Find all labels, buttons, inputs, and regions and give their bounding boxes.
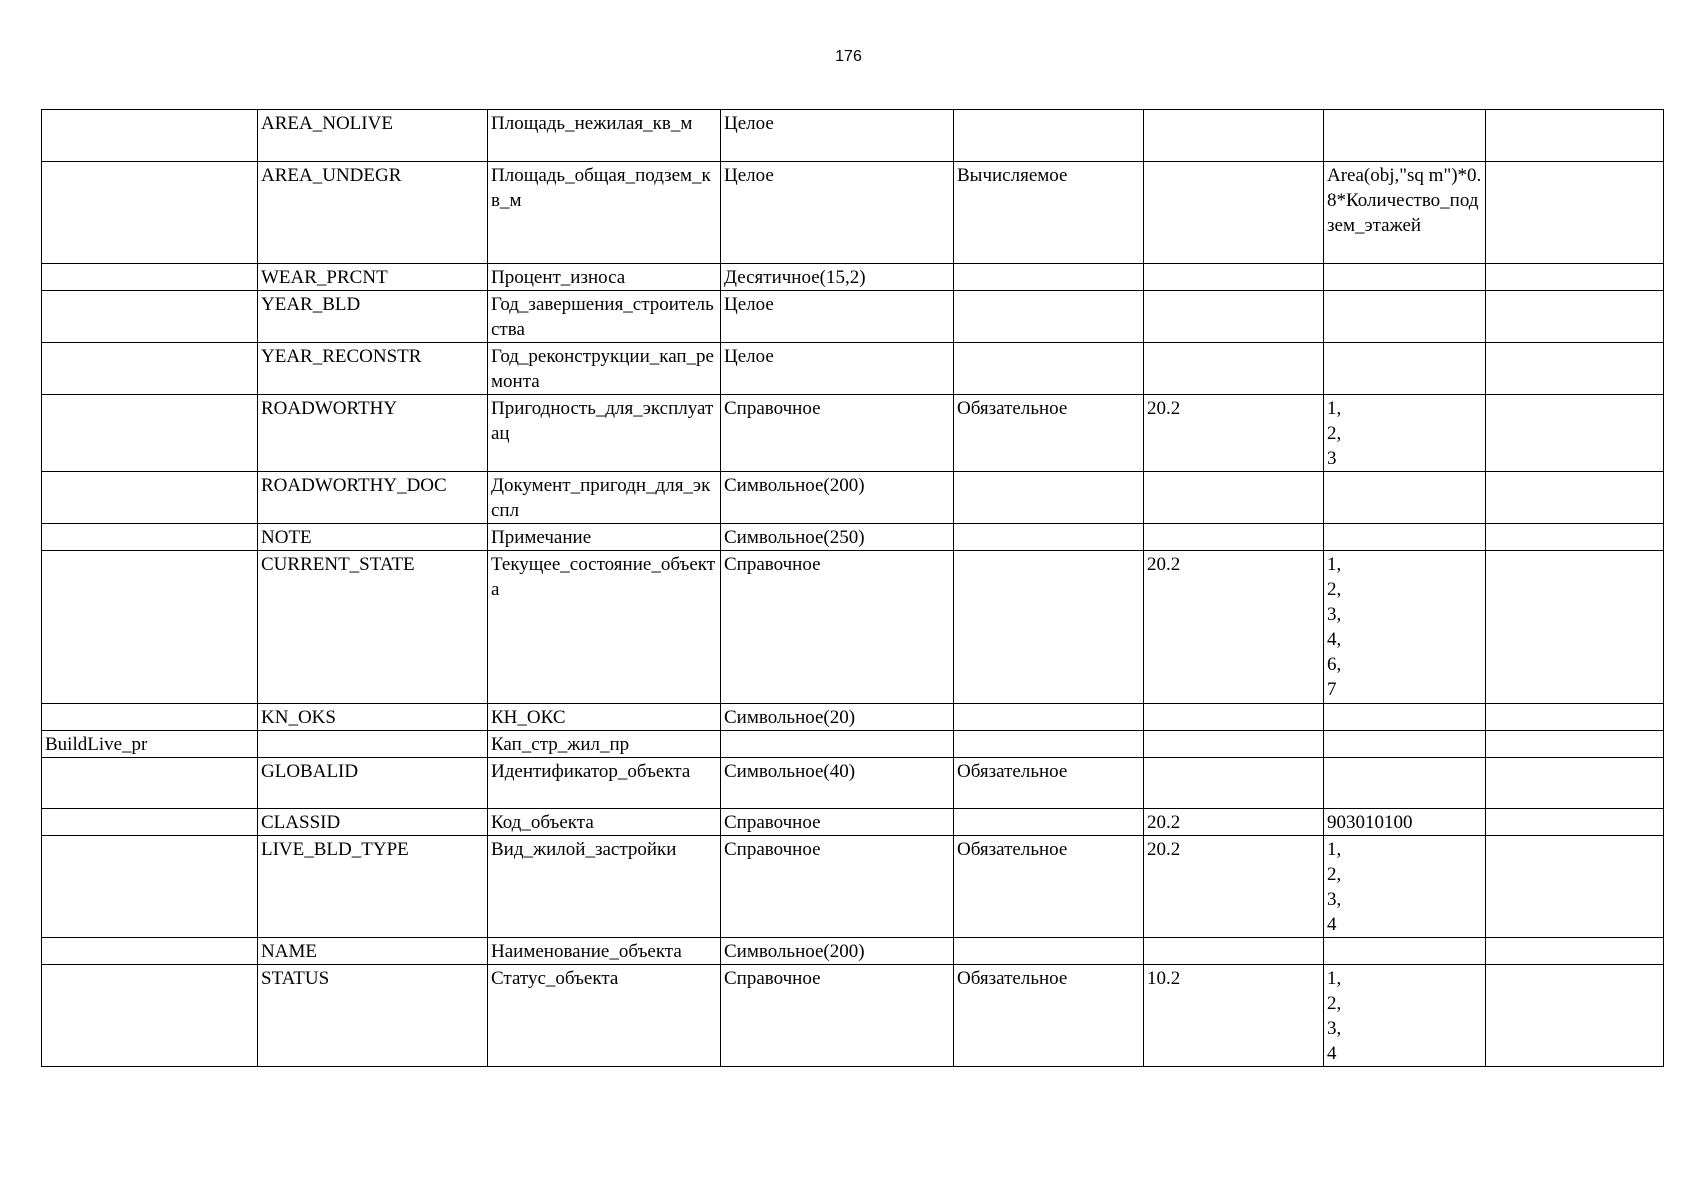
layer-cell	[42, 836, 258, 938]
cell-text: Кап_стр_жил_пр	[491, 734, 630, 755]
cell-text: 903010100	[1327, 812, 1413, 833]
table-row	[42, 395, 1664, 472]
cell-text: 1, 2, 3, 4	[1327, 968, 1342, 1064]
alias-cell	[488, 264, 721, 291]
cell-text: YEAR_RECONSTR	[261, 346, 422, 367]
cell-text: Площадь_нежилая_кв_м	[491, 113, 693, 134]
requirement-cell	[954, 809, 1144, 836]
alias-cell	[488, 704, 721, 731]
values-cell	[1324, 809, 1486, 836]
field-name-cell	[258, 291, 488, 343]
table-row	[42, 809, 1664, 836]
cell-text: Документ_пригодн_для_экспл	[491, 475, 711, 521]
alias-cell	[488, 809, 721, 836]
layer-cell	[42, 551, 258, 704]
field-name-cell	[258, 758, 488, 809]
cell-text: ROADWORTHY	[261, 398, 398, 419]
table-row	[42, 264, 1664, 291]
table-row	[42, 551, 1664, 704]
reference-cell	[1144, 291, 1324, 343]
field-name-cell	[258, 110, 488, 162]
type-cell	[721, 162, 954, 264]
cell-text: Символьное(250)	[724, 527, 865, 548]
cell-text: Вычисляемое	[957, 165, 1068, 186]
cell-text: Вид_жилой_застройки	[491, 839, 677, 860]
alias-cell	[488, 395, 721, 472]
cell-text: 20.2	[1147, 812, 1181, 833]
cell-text: Код_объекта	[491, 812, 594, 833]
cell-text: Год_завершения_строительства	[491, 294, 714, 340]
cell-text: Процент_износа	[491, 267, 626, 288]
table-row	[42, 472, 1664, 524]
alias-cell	[488, 551, 721, 704]
cell-text: Пригодность_для_эксплуатац	[491, 398, 714, 444]
cell-text: CURRENT_STATE	[261, 554, 415, 575]
cell-text: Символьное(40)	[724, 761, 856, 782]
field-name-cell	[258, 162, 488, 264]
values-cell	[1324, 162, 1486, 264]
cell-text: Обязательное	[957, 968, 1068, 989]
reference-cell	[1144, 551, 1324, 704]
reference-cell	[1144, 472, 1324, 524]
layer-cell	[42, 110, 258, 162]
extra-cell	[1486, 291, 1664, 343]
alias-cell	[488, 938, 721, 965]
type-cell	[721, 472, 954, 524]
requirement-cell	[954, 704, 1144, 731]
requirement-cell	[954, 264, 1144, 291]
cell-text: NAME	[261, 941, 317, 962]
extra-cell	[1486, 704, 1664, 731]
reference-cell	[1144, 343, 1324, 395]
cell-text: 20.2	[1147, 839, 1181, 860]
table-row	[42, 758, 1664, 809]
values-cell	[1324, 965, 1486, 1067]
cell-text: Обязательное	[957, 761, 1068, 782]
cell-text: WEAR_PRCNT	[261, 267, 388, 288]
extra-cell	[1486, 472, 1664, 524]
cell-text: Целое	[724, 165, 774, 186]
field-name-cell	[258, 264, 488, 291]
layer-cell	[42, 264, 258, 291]
cell-text: Текущее_состояние_объекта	[491, 554, 716, 600]
reference-cell	[1144, 836, 1324, 938]
cell-text: Целое	[724, 294, 774, 315]
type-cell	[721, 110, 954, 162]
field-name-cell	[258, 938, 488, 965]
cell-text: AREA_NOLIVE	[261, 113, 393, 134]
field-name-cell	[258, 809, 488, 836]
field-name-cell	[258, 343, 488, 395]
cell-text: CLASSID	[261, 812, 341, 833]
alias-cell	[488, 965, 721, 1067]
extra-cell	[1486, 758, 1664, 809]
layer-cell	[42, 758, 258, 809]
alias-cell	[488, 524, 721, 551]
type-cell	[721, 524, 954, 551]
cell-text: 1, 2, 3, 4, 6, 7	[1327, 554, 1342, 700]
extra-cell	[1486, 395, 1664, 472]
alias-cell	[488, 291, 721, 343]
requirement-cell	[954, 395, 1144, 472]
requirement-cell	[954, 291, 1144, 343]
values-cell	[1324, 343, 1486, 395]
cell-text: Обязательное	[957, 839, 1068, 860]
table-row	[42, 110, 1664, 162]
alias-cell	[488, 110, 721, 162]
values-cell	[1324, 291, 1486, 343]
layer-cell	[42, 343, 258, 395]
extra-cell	[1486, 731, 1664, 758]
cell-text: 1, 2, 3, 4	[1327, 839, 1342, 935]
requirement-cell	[954, 110, 1144, 162]
field-name-cell	[258, 524, 488, 551]
values-cell	[1324, 704, 1486, 731]
cell-text: Идентификатор_объекта	[491, 761, 691, 782]
cell-text: Обязательное	[957, 398, 1068, 419]
cell-text: 10.2	[1147, 968, 1181, 989]
attribute-table	[41, 109, 1664, 1067]
type-cell	[721, 731, 954, 758]
layer-cell	[42, 965, 258, 1067]
cell-text: Статус_объекта	[491, 968, 619, 989]
requirement-cell	[954, 758, 1144, 809]
values-cell	[1324, 836, 1486, 938]
cell-text: Наименование_объекта	[491, 941, 682, 962]
requirement-cell	[954, 965, 1144, 1067]
table-row	[42, 965, 1664, 1067]
cell-text: Десятичное(15,2)	[724, 267, 866, 288]
values-cell	[1324, 758, 1486, 809]
reference-cell	[1144, 938, 1324, 965]
values-cell	[1324, 524, 1486, 551]
cell-text: NOTE	[261, 527, 312, 548]
extra-cell	[1486, 809, 1664, 836]
field-name-cell	[258, 472, 488, 524]
type-cell	[721, 809, 954, 836]
extra-cell	[1486, 110, 1664, 162]
cell-text: Площадь_общая_подзем_кв_м	[491, 165, 711, 211]
type-cell	[721, 264, 954, 291]
page-number: 176	[835, 48, 862, 65]
extra-cell	[1486, 938, 1664, 965]
reference-cell	[1144, 395, 1324, 472]
values-cell	[1324, 938, 1486, 965]
layer-cell	[42, 395, 258, 472]
type-cell	[721, 938, 954, 965]
alias-cell	[488, 758, 721, 809]
alias-cell	[488, 162, 721, 264]
table-row	[42, 731, 1664, 758]
cell-text: Символьное(200)	[724, 475, 865, 496]
table-row	[42, 836, 1664, 938]
values-cell	[1324, 472, 1486, 524]
field-name-cell	[258, 704, 488, 731]
cell-text: 20.2	[1147, 398, 1181, 419]
values-cell	[1324, 395, 1486, 472]
type-cell	[721, 965, 954, 1067]
field-name-cell	[258, 836, 488, 938]
field-name-cell	[258, 731, 488, 758]
extra-cell	[1486, 343, 1664, 395]
cell-text: Символьное(200)	[724, 941, 865, 962]
reference-cell	[1144, 758, 1324, 809]
type-cell	[721, 395, 954, 472]
cell-text: KN_OKS	[261, 707, 336, 728]
cell-text: AREA_UNDEGR	[261, 165, 402, 186]
values-cell	[1324, 731, 1486, 758]
cell-text: ROADWORTHY_DOC	[261, 475, 447, 496]
cell-text: Примечание	[491, 527, 592, 548]
field-name-cell	[258, 965, 488, 1067]
cell-text: Area(obj,"sq m")*0.8*Количество_подзем_этажей	[1327, 165, 1482, 236]
cell-text: Целое	[724, 113, 774, 134]
cell-text: Год_реконструкции_кап_ремонта	[491, 346, 714, 392]
reference-cell	[1144, 162, 1324, 264]
reference-cell	[1144, 965, 1324, 1067]
cell-text: Справочное	[724, 839, 821, 860]
layer-cell	[42, 731, 258, 758]
table-row	[42, 938, 1664, 965]
table-row	[42, 704, 1664, 731]
cell-text: LIVE_BLD_TYPE	[261, 839, 409, 860]
cell-text: Справочное	[724, 968, 821, 989]
extra-cell	[1486, 162, 1664, 264]
table-row	[42, 524, 1664, 551]
reference-cell	[1144, 264, 1324, 291]
field-name-cell	[258, 551, 488, 704]
cell-text: Целое	[724, 346, 774, 367]
type-cell	[721, 291, 954, 343]
alias-cell	[488, 343, 721, 395]
table-row	[42, 291, 1664, 343]
extra-cell	[1486, 551, 1664, 704]
cell-text: YEAR_BLD	[261, 294, 361, 315]
cell-text: Справочное	[724, 554, 821, 575]
reference-cell	[1144, 731, 1324, 758]
requirement-cell	[954, 731, 1144, 758]
cell-text: Символьное(20)	[724, 707, 856, 728]
values-cell	[1324, 110, 1486, 162]
extra-cell	[1486, 836, 1664, 938]
alias-cell	[488, 836, 721, 938]
type-cell	[721, 758, 954, 809]
layer-cell	[42, 291, 258, 343]
table-row	[42, 162, 1664, 264]
layer-cell	[42, 938, 258, 965]
table-row	[42, 343, 1664, 395]
values-cell	[1324, 264, 1486, 291]
requirement-cell	[954, 472, 1144, 524]
requirement-cell	[954, 343, 1144, 395]
requirement-cell	[954, 162, 1144, 264]
cell-text: GLOBALID	[261, 761, 359, 782]
cell-text: КН_ОКС	[491, 707, 566, 728]
cell-text: Справочное	[724, 812, 821, 833]
layer-cell	[42, 809, 258, 836]
reference-cell	[1144, 809, 1324, 836]
cell-text: BuildLive_pr	[45, 734, 148, 755]
alias-cell	[488, 472, 721, 524]
cell-text: 1, 2, 3	[1327, 398, 1342, 469]
requirement-cell	[954, 938, 1144, 965]
layer-cell	[42, 162, 258, 264]
type-cell	[721, 704, 954, 731]
reference-cell	[1144, 704, 1324, 731]
cell-text: Справочное	[724, 398, 821, 419]
reference-cell	[1144, 524, 1324, 551]
values-cell	[1324, 551, 1486, 704]
layer-cell	[42, 704, 258, 731]
cell-text: STATUS	[261, 968, 330, 989]
reference-cell	[1144, 110, 1324, 162]
type-cell	[721, 836, 954, 938]
requirement-cell	[954, 524, 1144, 551]
type-cell	[721, 551, 954, 704]
alias-cell	[488, 731, 721, 758]
type-cell	[721, 343, 954, 395]
extra-cell	[1486, 965, 1664, 1067]
requirement-cell	[954, 836, 1144, 938]
layer-cell	[42, 524, 258, 551]
extra-cell	[1486, 524, 1664, 551]
cell-text: 20.2	[1147, 554, 1181, 575]
layer-cell	[42, 472, 258, 524]
field-name-cell	[258, 395, 488, 472]
extra-cell	[1486, 264, 1664, 291]
requirement-cell	[954, 551, 1144, 704]
